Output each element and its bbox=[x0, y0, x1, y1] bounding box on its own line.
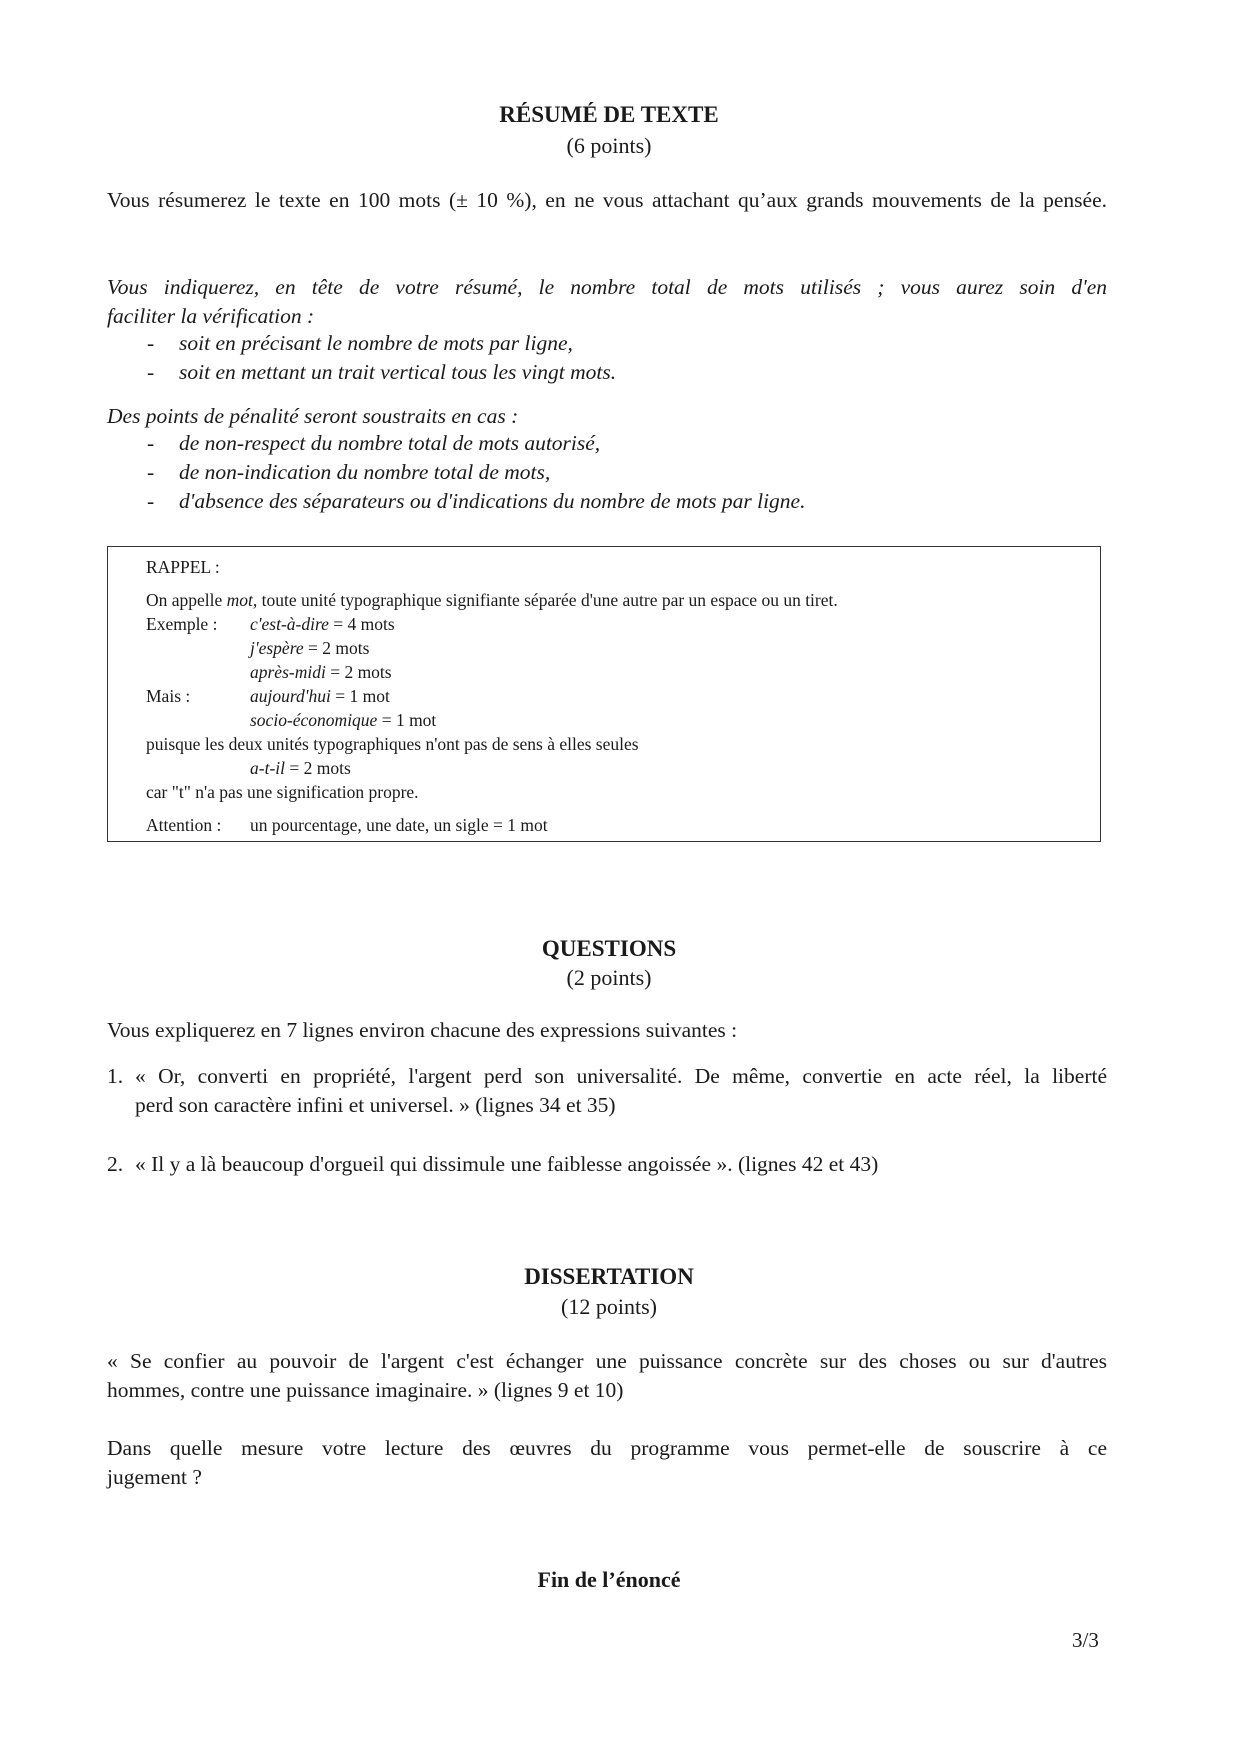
rappel-box bbox=[107, 546, 1101, 842]
questions-intro: Vous expliquerez en 7 lignes environ chacune des expressions suivantes : bbox=[107, 1018, 738, 1042]
dissertation-question-line2: jugement ? bbox=[107, 1465, 202, 1489]
question-item: 2. « Il y a là beaucoup d'orgueil qui dissimule une faiblesse angoissée ». (lignes 42 et 43) bbox=[107, 1152, 879, 1176]
example-label: Exemple : bbox=[146, 614, 218, 634]
resume-instruction-line2: faciliter la vérification : bbox=[107, 304, 315, 328]
penalty-intro: Des points de pénalité seront soustraits en cas : bbox=[107, 404, 519, 428]
but-example-item: aujourd'hui = 1 mot bbox=[250, 686, 390, 706]
page-number: 3/3 bbox=[1072, 1628, 1099, 1652]
but-label: Mais : bbox=[146, 686, 191, 706]
penalty-item: - de non-respect du nombre total de mots autorisé, bbox=[147, 431, 601, 455]
resume-intro-text: Vous résumerez le texte en 100 mots (± 10 %), en ne vous attachant qu’aux grands mouvements de la pensée. bbox=[107, 188, 1107, 212]
but-example-item: socio-économique = 1 mot bbox=[250, 710, 437, 730]
questions-title: QUESTIONS bbox=[541, 936, 677, 961]
resume-title: RÉSUMÉ DE TEXTE bbox=[499, 102, 719, 127]
example-item: c'est-à-dire = 4 mots bbox=[250, 614, 395, 634]
example-item: j'espère = 2 mots bbox=[250, 638, 370, 658]
instruction-item: - soit en mettant un trait vertical tous les vingt mots. bbox=[147, 360, 617, 384]
rappel-definition: On appelle mot, toute unité typographique signifiante séparée d'une autre par un espace ou un tiret. bbox=[146, 590, 838, 610]
dissertation-quote-line2: hommes, contre une puissance imaginaire. » (lignes 9 et 10) bbox=[107, 1378, 624, 1402]
attention-label: Attention : bbox=[146, 815, 222, 835]
penalty-item: - d'absence des séparateurs ou d'indications du nombre de mots par ligne. bbox=[147, 489, 806, 513]
extra-reason: car "t" n'a pas une signification propre. bbox=[146, 782, 419, 802]
example-item: après-midi = 2 mots bbox=[250, 662, 392, 682]
extra-example: a-t-il = 2 mots bbox=[250, 758, 351, 778]
dissertation-quote-line1: « Se confier au pouvoir de l'argent c'est échanger une puissance concrète sur des choses ou sur d'autres bbox=[107, 1349, 1107, 1373]
dissertation-title: DISSERTATION bbox=[524, 1264, 694, 1289]
question-item: 1. « Or, converti en propriété, l'argent perd son universalité. De même, convertie en acte réel, la liberté perd son caractère infini et universel. » (lignes 34 et 35) bbox=[107, 1064, 1107, 1117]
rappel-title: RAPPEL : bbox=[146, 557, 220, 577]
resume-instruction-line1: Vous indiquerez, en tête de votre résumé, le nombre total de mots utilisés ; vous aurez soin d'en bbox=[107, 275, 1107, 299]
attention-text: un pourcentage, une date, un sigle = 1 mot bbox=[250, 815, 548, 835]
dissertation-points: (12 points) bbox=[561, 1294, 657, 1319]
resume-points: (6 points) bbox=[566, 133, 652, 158]
resume-intro bbox=[107, 186, 1107, 215]
questions-points: (2 points) bbox=[566, 965, 652, 990]
rappel-reason: puisque les deux unités typographiques n'ont pas de sens à elles seules bbox=[146, 734, 639, 754]
dissertation-question-line1: Dans quelle mesure votre lecture des œuvres du programme vous permet-elle de souscrire à ce bbox=[107, 1436, 1107, 1460]
end-of-statement: Fin de l’énoncé bbox=[537, 1567, 681, 1592]
penalty-item: - de non-indication du nombre total de mots, bbox=[147, 460, 551, 484]
instruction-item: - soit en précisant le nombre de mots par ligne, bbox=[147, 331, 573, 355]
